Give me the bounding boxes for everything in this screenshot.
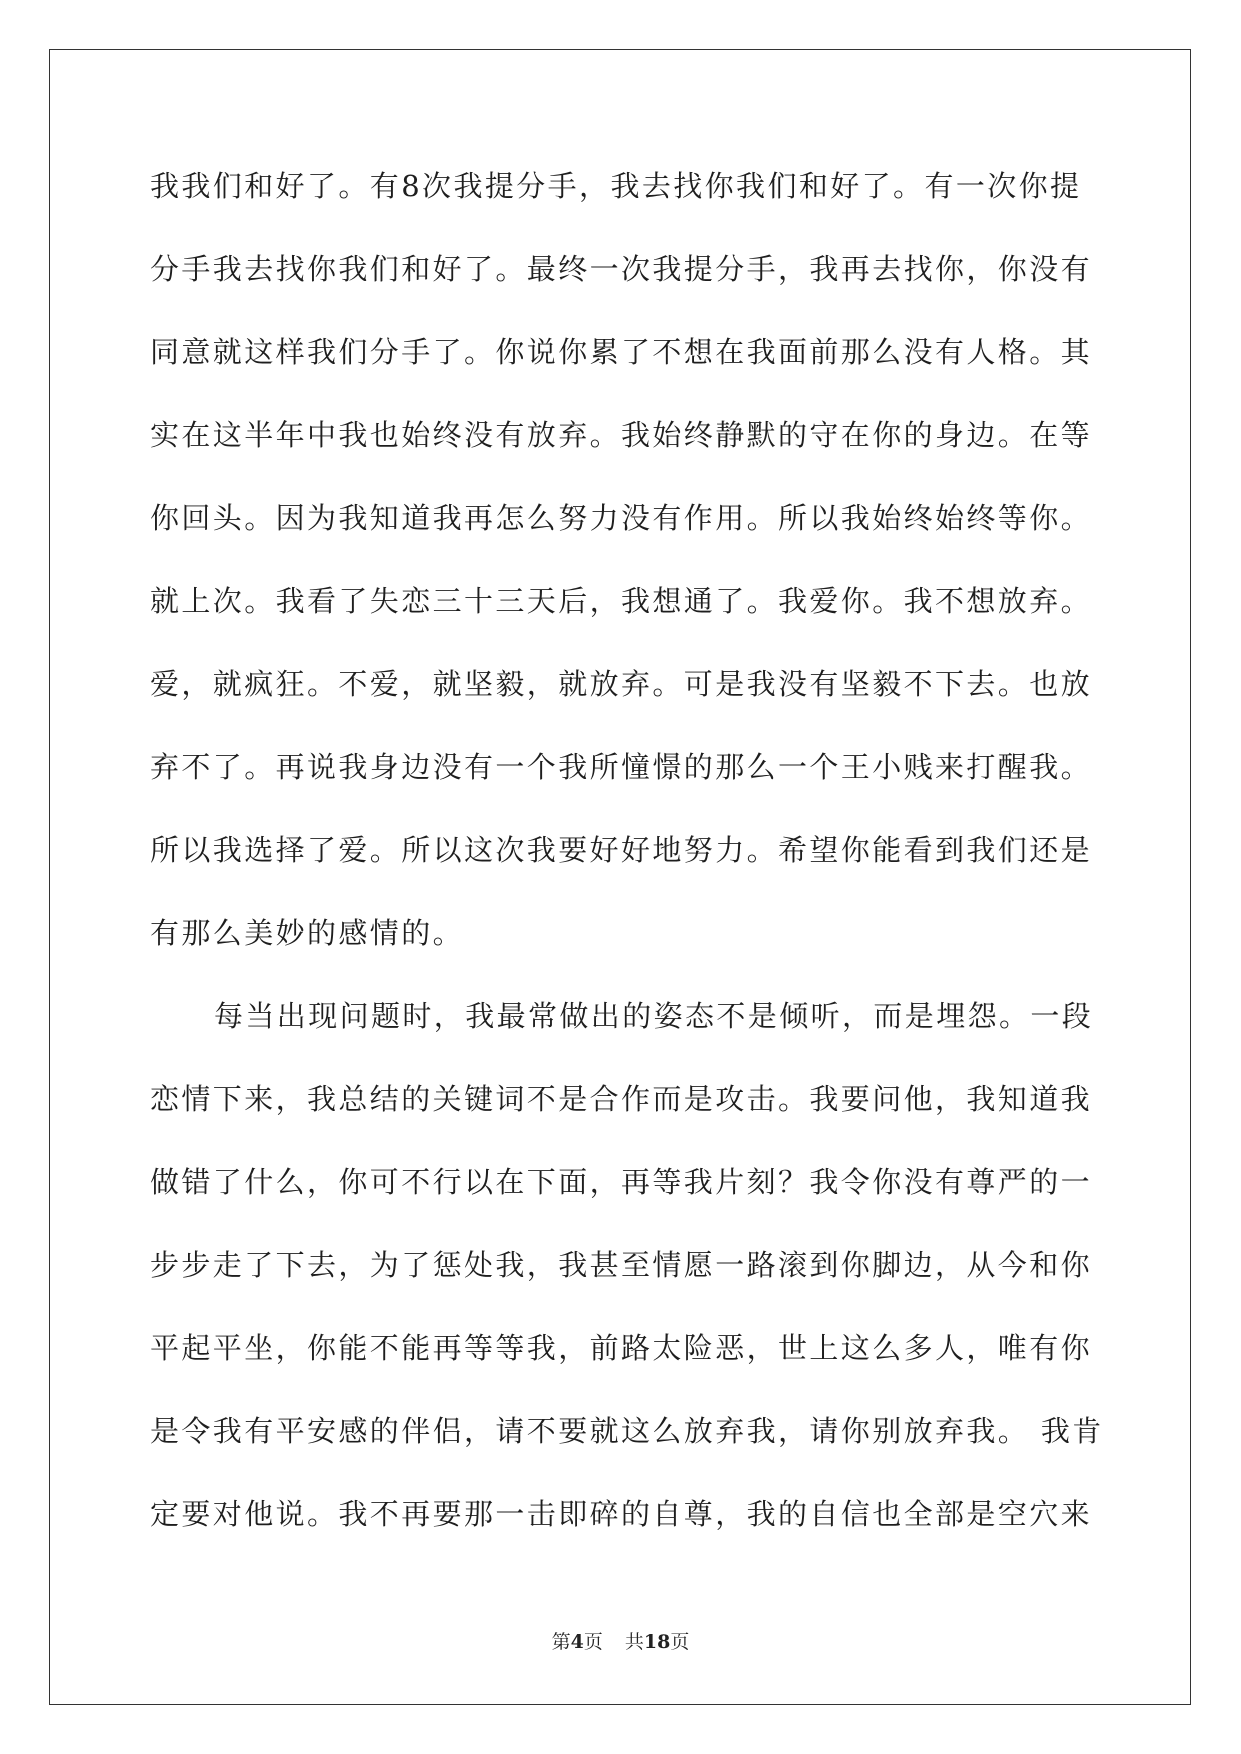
page-prefix: 第: [551, 1631, 571, 1653]
text-line: 我我们和好了。有8次我提分手，我去找你我们和好了。有一次你提: [150, 169, 1082, 203]
document-body: [150, 160, 1104, 1571]
paragraph-start-line: 每当出现问题时，我最常做出的姿态不是倾听，而是埋怨。一段: [214, 999, 1094, 1033]
total-unit: 页: [670, 1631, 690, 1653]
text-line: 同意就这样我们分手了。你说你累了不想在我面前那么没有人格。其: [150, 335, 1093, 369]
current-page-number: 4: [570, 1631, 584, 1653]
page-unit: 页: [583, 1631, 603, 1653]
text-line: 做错了什么，你可不行以在下面，再等我片刻？我令你没有尊严的一: [150, 1165, 1093, 1199]
total-page-number: 18: [643, 1631, 671, 1653]
text-line: 恋情下来，我总结的关键词不是合作而是攻击。我要问他，我知道我: [150, 1082, 1093, 1116]
text-line: 是令我有平安感的伴侣，请不要就这么放弃我，请你别放弃我。 我肯: [150, 1414, 1104, 1448]
total-prefix: 共: [624, 1631, 644, 1653]
text-line: 平起平坐，你能不能再等等我，前路太险恶，世上这么多人，唯有你: [150, 1331, 1093, 1365]
text-line: 你回头。因为我知道我再怎么努力没有作用。所以我始终始终等你。: [150, 501, 1093, 535]
page-footer: [0, 1627, 1241, 1654]
text-line: 实在这半年中我也始终没有放弃。我始终静默的守在你的身边。在等: [150, 418, 1093, 452]
text-line: 就上次。我看了失恋三十三天后，我想通了。我爱你。我不想放弃。: [150, 584, 1093, 618]
text-line: 分手我去找你我们和好了。最终一次我提分手，我再去找你，你没有: [150, 252, 1093, 286]
text-line: 有那么美妙的感情的。: [150, 916, 465, 950]
text-line: 所以我选择了爱。所以这次我要好好地努力。希望你能看到我们还是: [150, 833, 1093, 867]
text-line: 定要对他说。我不再要那一击即碎的自尊，我的自信也全部是空穴来: [150, 1497, 1093, 1531]
text-line: 步步走了下去，为了惩处我，我甚至情愿一路滚到你脚边，从今和你: [150, 1248, 1093, 1282]
text-line: 弃不了。再说我身边没有一个我所憧憬的那么一个王小贱来打醒我。: [150, 750, 1093, 784]
text-line: 爱，就疯狂。不爱，就坚毅，就放弃。可是我没有坚毅不下去。也放: [150, 667, 1093, 701]
